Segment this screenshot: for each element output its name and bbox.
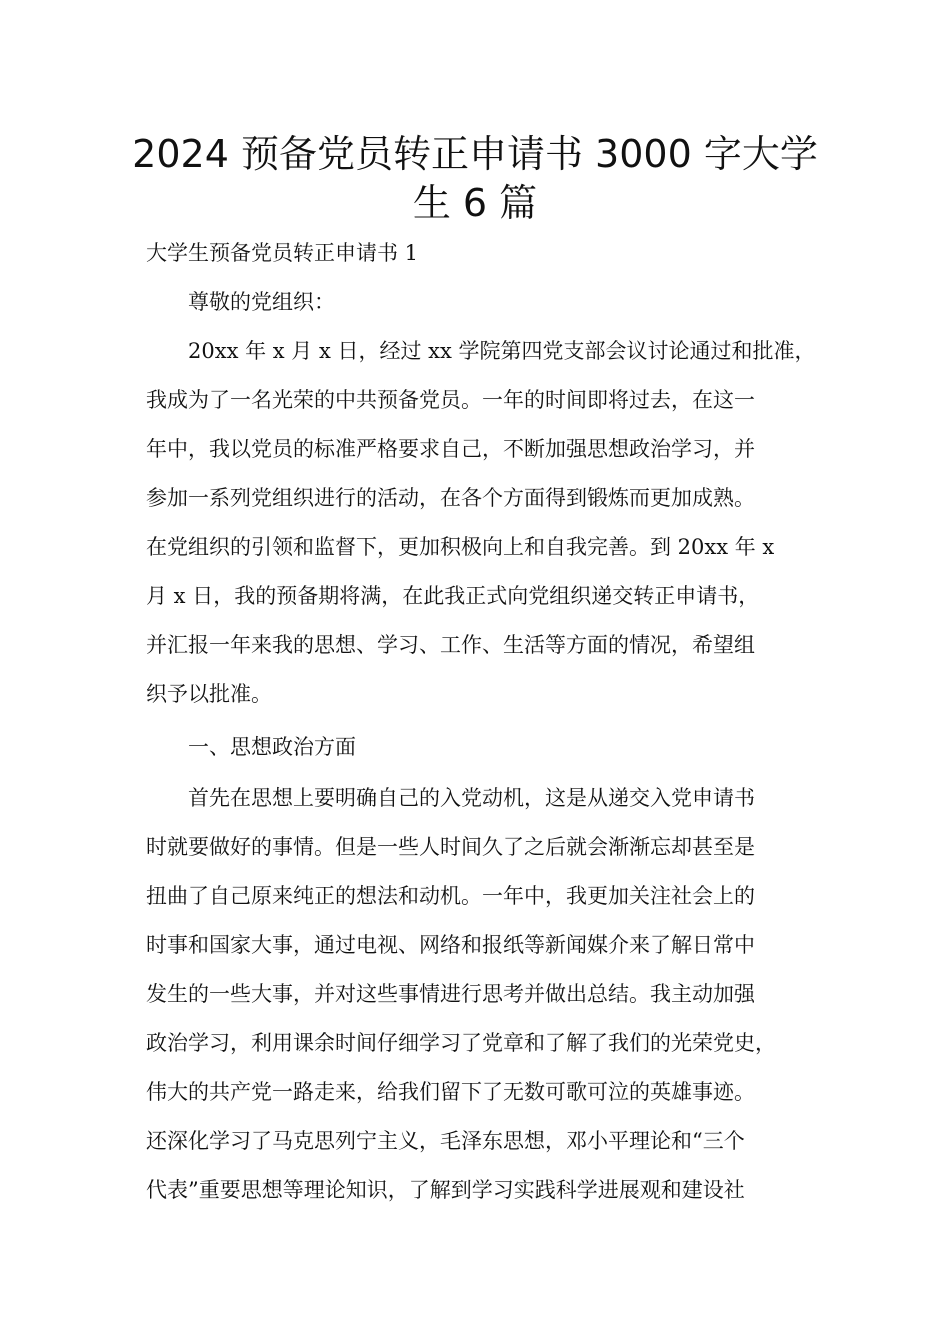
body-line: 政治学习，利用课余时间仔细学习了党章和了解了我们的光荣党史， <box>146 1031 776 1055</box>
subsection-heading: 一、思想政治方面 <box>188 735 356 759</box>
body-line: 还深化学习了马克思列宁主义，毛泽东思想，邓小平理论和“三个 <box>146 1129 745 1153</box>
body-line: 时就要做好的事情。但是一些人时间久了之后就会渐渐忘却甚至是 <box>146 835 755 859</box>
salutation: 尊敬的党组织： <box>188 290 335 314</box>
body-line: 扭曲了自己原来纯正的想法和动机。一年中，我更加关注社会上的 <box>146 884 755 908</box>
section-heading: 大学生预备党员转正申请书 1 <box>146 241 419 265</box>
body-line: 伟大的共产党一路走来，给我们留下了无数可歌可泣的英雄事迹。 <box>146 1080 755 1104</box>
body-line: 20xx 年 x 月 x 日，经过 xx 学院第四党支部会议讨论通过和批准， <box>188 339 816 363</box>
body-line: 时事和国家大事，通过电视、网络和报纸等新闻媒介来了解日常中 <box>146 933 755 957</box>
body-line: 在党组织的引领和监督下，更加积极向上和自我完善。到 20xx 年 x <box>146 535 775 559</box>
body-line: 织予以批准。 <box>146 682 272 706</box>
document-title-line-1: 2024 预备党员转正申请书 3000 字大学 <box>132 132 818 176</box>
body-line: 参加一系列党组织进行的活动，在各个方面得到锻炼而更加成熟。 <box>146 486 755 510</box>
body-line: 发生的一些大事，并对这些事情进行思考并做出总结。我主动加强 <box>146 982 755 1006</box>
document-title-line-2: 生 6 篇 <box>412 181 538 225</box>
body-line: 年中，我以党员的标准严格要求自己，不断加强思想政治学习，并 <box>146 437 755 461</box>
body-line: 并汇报一年来我的思想、学习、工作、生活等方面的情况，希望组 <box>146 633 755 657</box>
body-line: 月 x 日，我的预备期将满，在此我正式向党组织递交转正申请书， <box>146 584 760 608</box>
body-line: 首先在思想上要明确自己的入党动机，这是从递交入党申请书 <box>188 786 755 810</box>
body-line: 代表”重要思想等理论知识，了解到学习实践科学进展观和建设社 <box>146 1178 745 1202</box>
body-line: 我成为了一名光荣的中共预备党员。一年的时间即将过去，在这一 <box>146 388 755 412</box>
